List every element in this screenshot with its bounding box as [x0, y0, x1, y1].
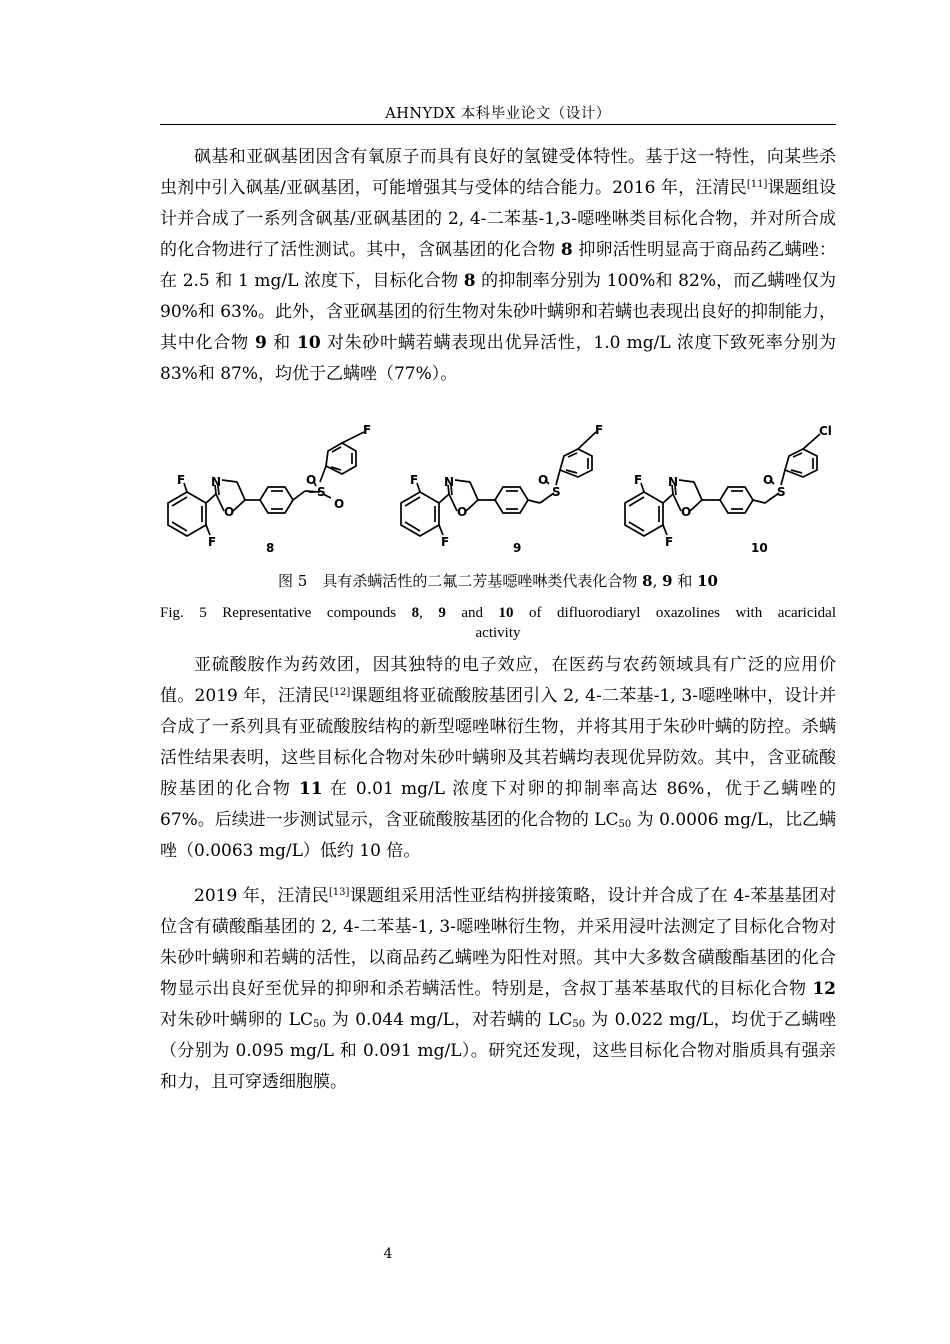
text-run: 为 0.044 mg/L，对若螨的 LC	[325, 1010, 573, 1030]
atom-label: N	[668, 475, 679, 489]
atom-label: O	[538, 473, 549, 487]
compound-number: 11	[298, 779, 323, 799]
atom-label: F	[208, 535, 217, 549]
text-run: 课题组将亚硫酸胺基团引入 2, 4-二苯基-1, 3-噁唑啉中，设计并合成了一系列具有亚硫酸胺结构的新型噁唑啉衍生物，并将其用于朱砂叶螨的防控。杀螨活性结果表明，这些目标化合物对朱砂叶螨卵及其若螨均表现优异防效。其中，含亚硫酸胺基团的化合物	[160, 686, 836, 799]
atom-label: O	[224, 505, 235, 519]
atom-label: F	[665, 535, 674, 549]
text-run: 为 0.0006 mg/L，比乙螨唑（0.0063 mg/L）低约 10 倍。	[160, 810, 837, 861]
caption-text: 和	[672, 572, 698, 590]
citation-ref: [13]	[328, 887, 350, 898]
compound-label-10: 10	[751, 541, 768, 555]
atom-label: F	[595, 423, 604, 437]
structure-compound-8	[168, 432, 364, 536]
header-rule	[160, 124, 836, 125]
atom-label: S	[777, 485, 786, 499]
text-run: 2019 年，汪清民	[194, 886, 329, 906]
compound-number: 8	[463, 271, 476, 291]
text-run: 亚硫酸胺作为药效团，因其独特的电子效应，在医药与农药领域具有广泛的应用价值。2019 年，汪清民	[160, 655, 836, 706]
compound-number: 10	[297, 333, 321, 353]
compound-labels	[266, 541, 768, 555]
compound-label-9: 9	[513, 541, 522, 555]
caption-text: 图 5 具有杀螨活性的二氟二芳基噁唑啉类代表化合物	[278, 572, 643, 590]
atom-label: F	[410, 473, 419, 487]
atom-label: O	[334, 497, 345, 511]
compound-number: 10	[498, 605, 514, 621]
subscript: 50	[618, 819, 632, 830]
paragraph-sulfone	[160, 142, 836, 390]
compound-number: 8	[411, 605, 420, 621]
page-number: 4	[383, 1246, 393, 1262]
structure-compound-9	[401, 432, 596, 536]
caption-line-1	[160, 603, 836, 623]
atom-label: N	[444, 475, 455, 489]
text-run: 对朱砂叶螨卵的 LC	[160, 1010, 314, 1030]
compound-number: 9	[438, 605, 446, 621]
atom-label: O	[763, 473, 774, 487]
caption-text: ,	[652, 572, 663, 590]
figure-caption-cn	[160, 570, 836, 591]
atom-label: F	[634, 473, 643, 487]
text-run: 在 0.01 mg/L 浓度下对卵的抑制率高达 86%，优于乙螨唑的 67%。后续进一步测试显示，含亚硫酸胺基团的化合物的 LC	[160, 779, 836, 830]
atom-label: O	[457, 505, 468, 519]
atom-label: S	[317, 485, 326, 499]
compound-number: 9	[662, 572, 673, 590]
atom-label: N	[211, 475, 222, 489]
text-run: 为 0.022 mg/L，均优于乙螨唑（分别为 0.095 mg/L 和 0.091 mg/L）。研究还发现，这些目标化合物对脂质具有强亲和力，且可穿透细胞膜。	[160, 1010, 837, 1092]
citation-ref: [12]	[329, 687, 351, 698]
caption-text: Fig. 5 Representative compounds	[160, 605, 412, 621]
text-run: 对朱砂叶螨若螨表现出优异活性，1.0 mg/L 浓度下致死率分别为 83%和 87%，均优于乙螨唑（77%）。	[160, 333, 837, 384]
text-run: 和	[266, 333, 298, 353]
text-run: 的抑制率分别为 100%和 82%，而乙螨唑仅为 90%和 63%。此外，含亚砜基团的衍生物对朱砂叶螨卵和若螨也表现出良好的抑制能力，其中化合物	[160, 271, 836, 353]
compound-number: 8	[560, 240, 573, 260]
caption-text: ,	[419, 605, 439, 621]
compound-number: 8	[642, 572, 653, 590]
atom-label: F	[363, 423, 372, 437]
text-run: 课题组设计并合成了一系列含砜基/亚砜基团的 2, 4-二苯基-1,3-噁唑啉类目标化合物，并对所合成的化合物进行了活性测试。其中，含砜基团的化合物	[160, 178, 836, 260]
caption-line-2: activity	[475, 625, 521, 641]
subscript: 50	[313, 1019, 326, 1030]
compound-number: 12	[812, 979, 836, 999]
chemical-structures	[160, 418, 836, 568]
subscript: 50	[572, 1019, 586, 1030]
atom-label: O	[681, 505, 692, 519]
paragraph-sulfinamide	[160, 650, 836, 867]
text-run: 砜基和亚砜基团因含有氧原子而具有良好的氢键受体特性。基于这一特性，向某些杀虫剂中引入砜基/亚砜基团，可能增强其与受体的结合能力。2016 年，汪清民	[160, 147, 836, 198]
atom-label: O	[306, 473, 317, 487]
caption-text: of difluorodiaryl oxazolines with acaricidal	[513, 605, 836, 621]
atom-label: Cl	[819, 424, 832, 438]
atom-label: F	[441, 535, 450, 549]
atom-labels	[177, 423, 832, 549]
atom-label: F	[177, 473, 186, 487]
figure-5-structures	[160, 418, 836, 568]
structure-compound-10	[625, 434, 820, 536]
atom-label: S	[552, 485, 561, 499]
compound-number: 10	[697, 572, 718, 590]
paragraph-sulfonate	[160, 881, 836, 1098]
text-run: 课题组采用活性亚结构拼接策略，设计并合成了在 4-苯基基团对位含有磺酸酯基团的 2, 4-二苯基-1, 3-噁唑啉衍生物，并采用浸叶法测定了目标化合物对朱砂叶螨卵和若螨的活性，以商品药乙螨唑为阳性对照。其中大多数含磺酸酯基团的化合物显示出良好至优异的抑卵和杀若螨活性。特别是，含叔丁基苯基取代的目标化合物	[160, 886, 836, 999]
caption-text: and	[445, 605, 499, 621]
running-header: AHNYDX 本科毕业论文（设计）	[385, 106, 611, 122]
text-run: 抑卵活性明显高于商品药乙螨唑：在 2.5 和 1 mg/L 浓度下，目标化合物	[160, 240, 836, 291]
compound-number: 9	[255, 333, 267, 353]
citation-ref: [11]	[746, 179, 768, 190]
compound-label-8: 8	[266, 541, 275, 555]
figure-caption-en	[160, 603, 836, 643]
